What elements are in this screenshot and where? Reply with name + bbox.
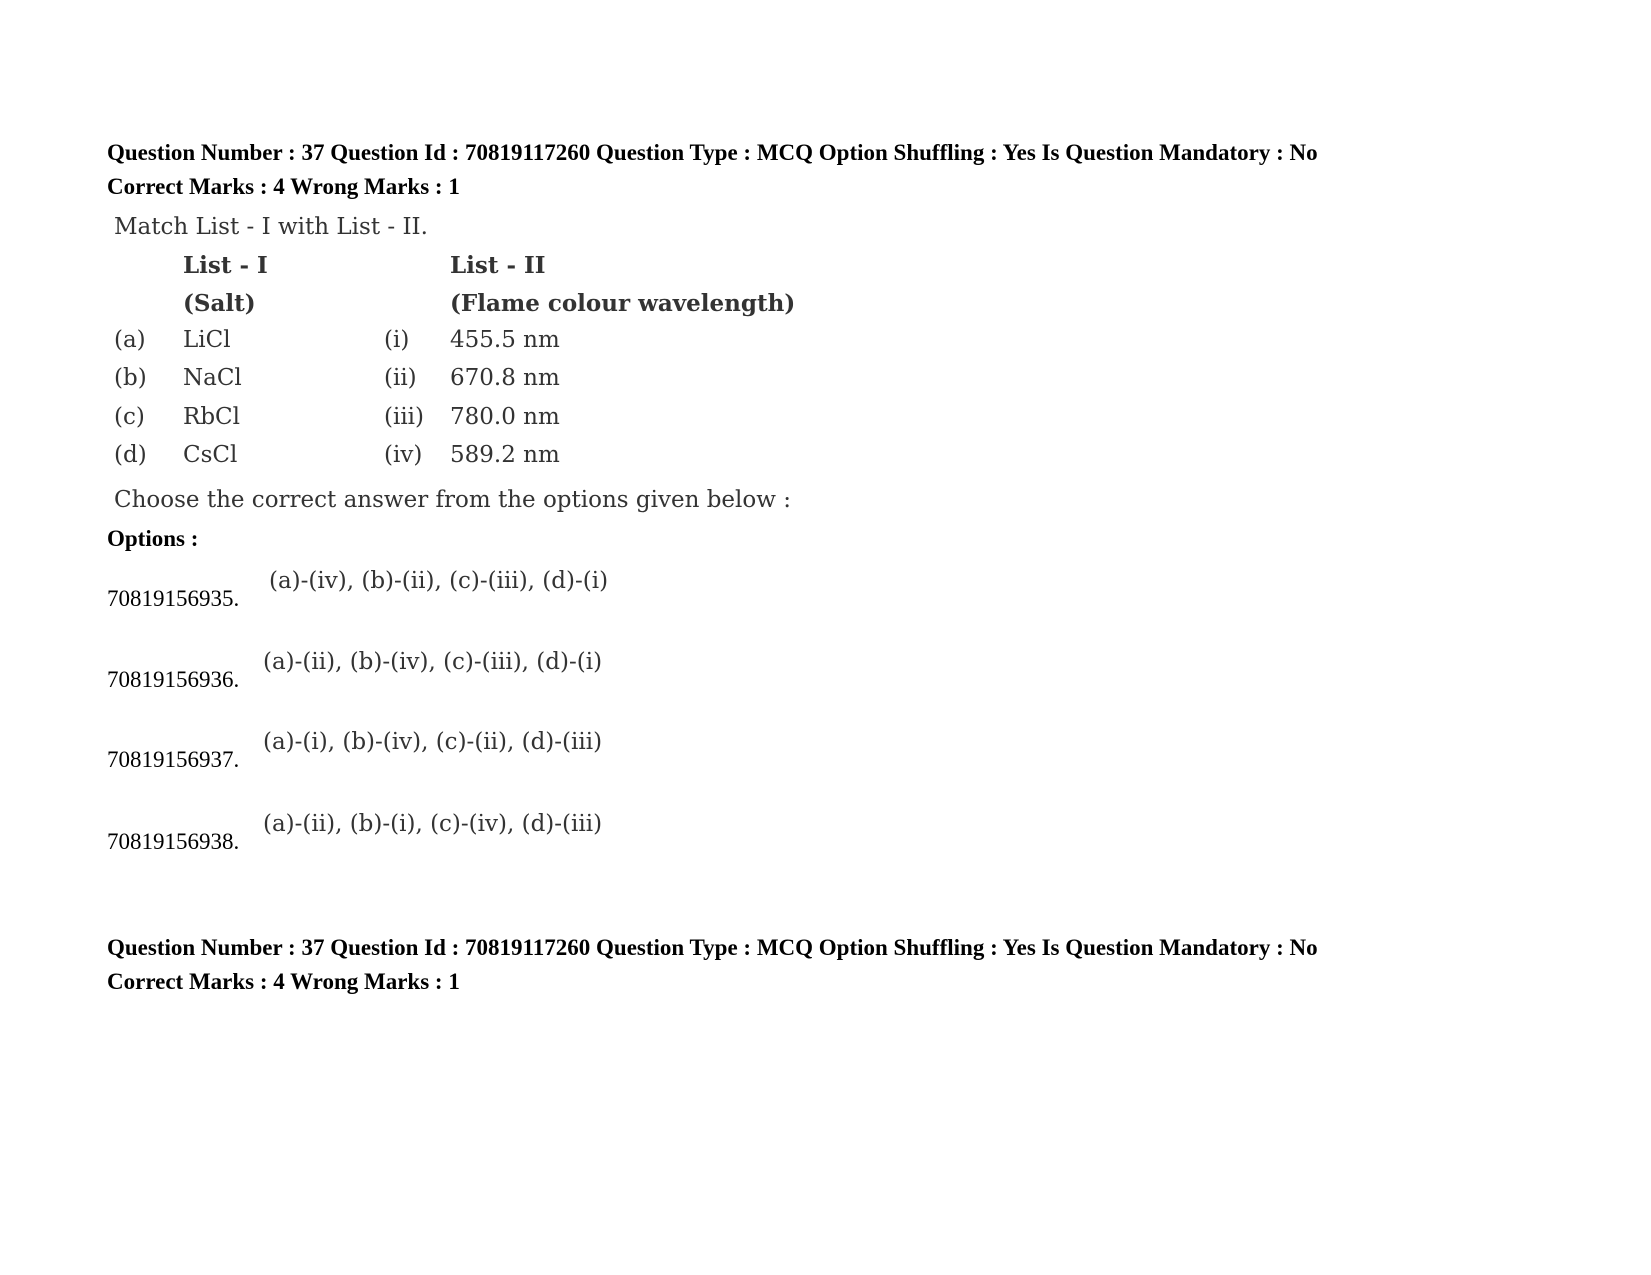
option-text: (a)-(i), (b)-(iv), (c)-(ii), (d)-(iii)	[263, 729, 603, 755]
row-value: 455.5 nm	[450, 327, 560, 353]
option-id: 70819156935.	[107, 586, 240, 611]
option-id: 70819156937.	[107, 747, 240, 772]
row-salt: RbCl	[183, 404, 240, 430]
question-meta-line-1: Question Number : 37 Question Id : 70819117260 Question Type : MCQ Option Shuffling : Yes Is Question Mandatory : No	[107, 935, 1318, 960]
list2-title: List - II	[450, 252, 546, 279]
row-value: 589.2 nm	[450, 442, 560, 468]
question-meta	[107, 136, 1318, 204]
row-value: 780.0 nm	[450, 404, 560, 430]
row-salt: CsCl	[183, 442, 238, 468]
option-text: (a)-(iv), (b)-(ii), (c)-(iii), (d)-(i)	[269, 568, 609, 594]
list2-subtitle: (Flame colour wavelength)	[450, 290, 796, 317]
question-outro: Choose the correct answer from the options given below :	[114, 487, 791, 513]
row-salt: LiCl	[183, 327, 231, 353]
row-label: (c)	[114, 404, 145, 430]
row-roman: (i)	[384, 327, 410, 353]
row-roman: (ii)	[384, 365, 417, 391]
row-label: (d)	[114, 442, 147, 468]
question-intro: Match List - I with List - II.	[114, 214, 428, 240]
option-id: 70819156936.	[107, 667, 240, 692]
list1-title: List - I	[183, 252, 268, 279]
option-text: (a)-(ii), (b)-(iv), (c)-(iii), (d)-(i)	[263, 649, 603, 675]
question-meta-line-1: Question Number : 37 Question Id : 70819117260 Question Type : MCQ Option Shuffling : Yes Is Question Mandatory : No	[107, 140, 1318, 165]
question-meta-line-2: Correct Marks : 4 Wrong Marks : 1	[107, 969, 460, 994]
row-roman: (iv)	[384, 442, 423, 468]
row-label: (b)	[114, 365, 147, 391]
option-id: 70819156938.	[107, 829, 240, 854]
option-text: (a)-(ii), (b)-(i), (c)-(iv), (d)-(iii)	[263, 811, 603, 837]
list1-subtitle: (Salt)	[183, 290, 256, 317]
row-roman: (iii)	[384, 404, 425, 430]
row-value: 670.8 nm	[450, 365, 560, 391]
row-salt: NaCl	[183, 365, 242, 391]
question-meta-line-2: Correct Marks : 4 Wrong Marks : 1	[107, 174, 460, 199]
question-meta-repeat	[107, 931, 1318, 999]
row-label: (a)	[114, 327, 146, 353]
options-label: Options :	[107, 526, 199, 551]
